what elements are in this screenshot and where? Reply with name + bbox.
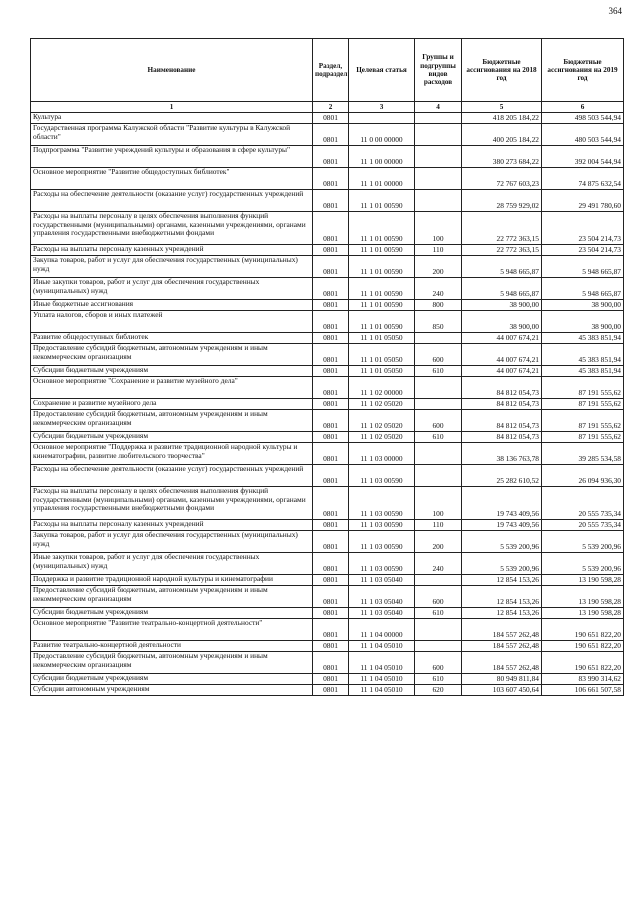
row-amount-2019: 26 094 936,30 [542,465,624,487]
row-amount-2018: 25 282 610,52 [462,465,542,487]
row-amount-2018: 184 557 262,48 [462,619,542,641]
table-row [31,586,624,608]
row-section: 0801 [313,300,349,311]
row-name: Развитие театрально-концертной деятельности [31,641,313,652]
row-amount-2019: 480 503 544,94 [542,124,624,146]
column-number: 6 [542,102,624,113]
table-row [31,608,624,619]
row-expense-group: 100 [415,487,462,520]
row-name: Субсидии бюджетным учреждениям [31,674,313,685]
row-name: Расходы на обеспечение деятельности (оказание услуг) государственных учреждений [31,190,313,212]
header-section: Раздел, подраздел [313,39,349,102]
row-target-article: 11 1 03 00590 [349,520,415,531]
row-section: 0801 [313,465,349,487]
row-section: 0801 [313,531,349,553]
row-amount-2018: 44 007 674,21 [462,344,542,366]
row-section: 0801 [313,366,349,377]
row-amount-2018: 12 854 153,26 [462,608,542,619]
row-name: Закупка товаров, работ и услуг для обеспечения государственных (муниципальных) нужд [31,531,313,553]
row-expense-group [415,443,462,465]
column-number: 3 [349,102,415,113]
row-expense-group [415,113,462,124]
row-amount-2019: 39 285 534,58 [542,443,624,465]
row-amount-2018: 22 772 363,15 [462,245,542,256]
row-amount-2018: 5 539 200,96 [462,553,542,575]
row-amount-2018: 38 900,00 [462,300,542,311]
row-section: 0801 [313,410,349,432]
header-budget-2019: Бюджетные ассигнования на 2019 год [542,39,624,102]
row-amount-2019: 87 191 555,62 [542,399,624,410]
row-name: Поддержка и развитие традиционной народной культуры и кинематографии [31,575,313,586]
row-name: Основное мероприятие "Сохранение и развитие музейного дела" [31,377,313,399]
row-amount-2018: 5 948 665,87 [462,256,542,278]
row-amount-2019: 106 661 507,58 [542,685,624,696]
row-amount-2018: 5 539 200,96 [462,531,542,553]
row-target-article: 11 0 00 00000 [349,124,415,146]
row-target-article: 11 1 04 05010 [349,685,415,696]
row-name: Иные закупки товаров, работ и услуг для обеспечения государственных (муниципальных) нужд [31,278,313,300]
row-expense-group [415,641,462,652]
row-expense-group: 600 [415,344,462,366]
row-name: Закупка товаров, работ и услуг для обеспечения государственных (муниципальных) нужд [31,256,313,278]
row-amount-2019: 5 948 665,87 [542,256,624,278]
row-name: Предоставление субсидий бюджетным, автономным учреждениям и иным некоммерческим организациям [31,586,313,608]
row-target-article: 11 1 02 00000 [349,377,415,399]
row-amount-2019: 190 651 822,20 [542,652,624,674]
table-row [31,168,624,190]
row-section: 0801 [313,113,349,124]
table-row [31,487,624,520]
row-target-article: 11 1 03 05040 [349,586,415,608]
row-name: Субсидии бюджетным учреждениям [31,432,313,443]
row-target-article: 11 1 01 00590 [349,278,415,300]
row-expense-group [415,333,462,344]
row-name: Развитие общедоступных библиотек [31,333,313,344]
row-amount-2019: 83 990 314,62 [542,674,624,685]
row-expense-group: 600 [415,652,462,674]
header-budget-2018: Бюджетные ассигнования на 2018 год [462,39,542,102]
row-amount-2018: 12 854 153,26 [462,575,542,586]
row-target-article: 11 1 01 00590 [349,256,415,278]
row-amount-2018: 38 900,00 [462,311,542,333]
row-expense-group [415,124,462,146]
table-row [31,520,624,531]
row-expense-group: 240 [415,278,462,300]
row-section: 0801 [313,619,349,641]
row-expense-group: 200 [415,256,462,278]
table-row [31,619,624,641]
row-amount-2019: 23 504 214,73 [542,212,624,245]
row-target-article: 11 1 04 05010 [349,641,415,652]
row-amount-2019: 5 539 200,96 [542,531,624,553]
table-row [31,344,624,366]
row-section: 0801 [313,344,349,366]
row-section: 0801 [313,608,349,619]
row-target-article: 11 1 00 00000 [349,146,415,168]
row-target-article: 11 1 04 05010 [349,652,415,674]
row-section: 0801 [313,553,349,575]
row-section: 0801 [313,377,349,399]
row-target-article: 11 1 01 00590 [349,311,415,333]
row-amount-2019: 13 190 598,28 [542,586,624,608]
row-name: Расходы на выплаты персоналу казенных учреждений [31,520,313,531]
row-amount-2019: 392 004 544,94 [542,146,624,168]
row-section: 0801 [313,586,349,608]
row-expense-group: 800 [415,300,462,311]
row-section: 0801 [313,432,349,443]
row-name: Основное мероприятие "Поддержка и развитие традиционной народной культуры и кинематографии, развитие любительского творчества" [31,443,313,465]
row-amount-2018: 103 607 450,64 [462,685,542,696]
row-expense-group [415,190,462,212]
row-name: Основное мероприятие "Развитие общедоступных библиотек" [31,168,313,190]
row-section: 0801 [313,168,349,190]
row-amount-2018: 22 772 363,15 [462,212,542,245]
row-amount-2019: 5 539 200,96 [542,553,624,575]
row-target-article: 11 1 01 00590 [349,212,415,245]
table-row [31,443,624,465]
table-row [31,146,624,168]
row-target-article: 11 1 01 05050 [349,333,415,344]
row-name: Подпрограмма "Развитие учреждений культуры и образования в сфере культуры" [31,146,313,168]
row-amount-2018: 84 812 054,73 [462,377,542,399]
row-section: 0801 [313,311,349,333]
row-section: 0801 [313,256,349,278]
row-amount-2019: 38 900,00 [542,311,624,333]
row-expense-group [415,575,462,586]
row-amount-2019: 45 383 851,94 [542,333,624,344]
row-expense-group [415,399,462,410]
row-expense-group: 610 [415,608,462,619]
row-amount-2019: 190 651 822,20 [542,619,624,641]
row-target-article: 11 1 02 05020 [349,432,415,443]
row-expense-group: 200 [415,531,462,553]
row-amount-2019: 38 900,00 [542,300,624,311]
row-section: 0801 [313,641,349,652]
table-row [31,377,624,399]
row-name: Предоставление субсидий бюджетным, автономным учреждениям и иным некоммерческим организациям [31,344,313,366]
table-row [31,531,624,553]
row-amount-2019: 13 190 598,28 [542,575,624,586]
table-row [31,278,624,300]
row-target-article: 11 1 02 05020 [349,399,415,410]
row-name: Расходы на обеспечение деятельности (оказание услуг) государственных учреждений [31,465,313,487]
header-name: Наименование [31,39,313,102]
table-row [31,685,624,696]
row-section: 0801 [313,124,349,146]
table-row [31,300,624,311]
row-expense-group: 600 [415,410,462,432]
row-name: Уплата налогов, сборов и иных платежей [31,311,313,333]
budget-table [30,38,624,696]
row-amount-2018: 80 949 811,84 [462,674,542,685]
table-row [31,212,624,245]
table-row [31,190,624,212]
row-name: Предоставление субсидий бюджетным, автономным учреждениям и иным некоммерческим организациям [31,410,313,432]
column-number: 2 [313,102,349,113]
row-target-article: 11 1 01 05050 [349,344,415,366]
row-amount-2019: 498 503 544,94 [542,113,624,124]
row-target-article: 11 1 03 00590 [349,531,415,553]
row-amount-2019: 87 191 555,62 [542,410,624,432]
row-name: Расходы на выплаты персоналу казенных учреждений [31,245,313,256]
row-section: 0801 [313,190,349,212]
row-amount-2019: 29 491 780,60 [542,190,624,212]
row-target-article: 11 1 03 00000 [349,443,415,465]
row-name: Основное мероприятие "Развитие театрально-концертной деятельности" [31,619,313,641]
row-section: 0801 [313,278,349,300]
row-amount-2019: 20 555 735,34 [542,520,624,531]
row-name: Иные закупки товаров, работ и услуг для обеспечения государственных (муниципальных) нужд [31,553,313,575]
row-amount-2018: 44 007 674,21 [462,333,542,344]
table-row [31,256,624,278]
row-target-article: 11 1 03 00590 [349,487,415,520]
page-number: 364 [608,6,622,16]
row-expense-group: 110 [415,520,462,531]
column-number: 4 [415,102,462,113]
row-target-article: 11 1 04 05010 [349,674,415,685]
row-name: Расходы на выплаты персоналу в целях обеспечения выполнения функций государственными (муниципальными) органами, казенными учреждениями, органами управления государственными внебюджетными фондами [31,487,313,520]
row-expense-group [415,465,462,487]
row-target-article: 11 1 01 00590 [349,245,415,256]
table-row [31,366,624,377]
table-row [31,553,624,575]
row-amount-2018: 84 812 054,73 [462,410,542,432]
table-row [31,575,624,586]
row-expense-group: 620 [415,685,462,696]
row-amount-2018: 19 743 409,56 [462,487,542,520]
row-name: Предоставление субсидий бюджетным, автономным учреждениям и иным некоммерческим организациям [31,652,313,674]
row-amount-2019: 23 504 214,73 [542,245,624,256]
row-section: 0801 [313,652,349,674]
row-section: 0801 [313,443,349,465]
row-target-article: 11 1 03 05040 [349,575,415,586]
row-section: 0801 [313,487,349,520]
table-row [31,311,624,333]
row-section: 0801 [313,245,349,256]
row-target-article: 11 1 03 00590 [349,553,415,575]
row-amount-2018: 184 557 262,48 [462,652,542,674]
row-section: 0801 [313,333,349,344]
table-row [31,410,624,432]
table-row [31,652,624,674]
row-expense-group [415,146,462,168]
row-amount-2018: 380 273 684,22 [462,146,542,168]
row-expense-group: 610 [415,366,462,377]
column-number: 1 [31,102,313,113]
row-expense-group: 600 [415,586,462,608]
table-row [31,465,624,487]
row-amount-2018: 84 812 054,73 [462,432,542,443]
row-amount-2018: 72 767 603,23 [462,168,542,190]
table-row [31,245,624,256]
row-expense-group: 610 [415,674,462,685]
row-amount-2018: 184 557 262,48 [462,641,542,652]
row-target-article [349,113,415,124]
row-target-article: 11 1 03 00590 [349,465,415,487]
row-name: Государственная программа Калужской области "Развитие культуры в Калужской области" [31,124,313,146]
row-name: Сохранение и развитие музейного дела [31,399,313,410]
row-amount-2019: 74 875 632,54 [542,168,624,190]
row-expense-group [415,377,462,399]
row-section: 0801 [313,520,349,531]
row-target-article: 11 1 01 00590 [349,190,415,212]
row-target-article: 11 1 01 05050 [349,366,415,377]
row-target-article: 11 1 02 05020 [349,410,415,432]
row-name: Субсидии бюджетным учреждениям [31,366,313,377]
row-amount-2019: 20 555 735,34 [542,487,624,520]
row-section: 0801 [313,399,349,410]
table-row [31,399,624,410]
row-amount-2018: 44 007 674,21 [462,366,542,377]
row-amount-2018: 5 948 665,87 [462,278,542,300]
row-amount-2018: 38 136 763,78 [462,443,542,465]
table-row [31,432,624,443]
row-name: Расходы на выплаты персоналу в целях обеспечения выполнения функций государственными (муниципальными) органами, казенными учреждениями, органами управления государственными внебюджетными фондами [31,212,313,245]
row-amount-2019: 87 191 555,62 [542,377,624,399]
header-expense-group: Группы и подгруппы видов расходов [415,39,462,102]
table-header-row [31,39,624,102]
row-amount-2018: 84 812 054,73 [462,399,542,410]
row-target-article: 11 1 04 00000 [349,619,415,641]
row-amount-2019: 87 191 555,62 [542,432,624,443]
row-target-article: 11 1 01 00590 [349,300,415,311]
row-name: Субсидии бюджетным учреждениям [31,608,313,619]
row-expense-group: 110 [415,245,462,256]
row-expense-group [415,168,462,190]
table-row [31,641,624,652]
row-section: 0801 [313,674,349,685]
row-expense-group [415,619,462,641]
row-expense-group: 850 [415,311,462,333]
row-amount-2018: 28 759 929,02 [462,190,542,212]
row-amount-2018: 400 205 184,22 [462,124,542,146]
column-number: 5 [462,102,542,113]
table-row [31,333,624,344]
row-amount-2018: 19 743 409,56 [462,520,542,531]
row-target-article: 11 1 03 05040 [349,608,415,619]
row-name: Культура [31,113,313,124]
header-target-article: Целевая статья [349,39,415,102]
table-row [31,674,624,685]
row-target-article: 11 1 01 00000 [349,168,415,190]
row-amount-2019: 5 948 665,87 [542,278,624,300]
row-amount-2018: 418 205 184,22 [462,113,542,124]
column-number-row [31,102,624,113]
row-expense-group: 240 [415,553,462,575]
table-row [31,113,624,124]
table-row [31,124,624,146]
row-section: 0801 [313,212,349,245]
row-expense-group: 610 [415,432,462,443]
row-amount-2019: 13 190 598,28 [542,608,624,619]
row-name: Субсидии автономным учреждениям [31,685,313,696]
row-amount-2019: 45 383 851,94 [542,366,624,377]
row-expense-group: 100 [415,212,462,245]
row-amount-2018: 12 854 153,26 [462,586,542,608]
row-amount-2019: 45 383 851,94 [542,344,624,366]
row-section: 0801 [313,146,349,168]
row-section: 0801 [313,575,349,586]
row-amount-2019: 190 651 822,20 [542,641,624,652]
row-section: 0801 [313,685,349,696]
row-name: Иные бюджетные ассигнования [31,300,313,311]
